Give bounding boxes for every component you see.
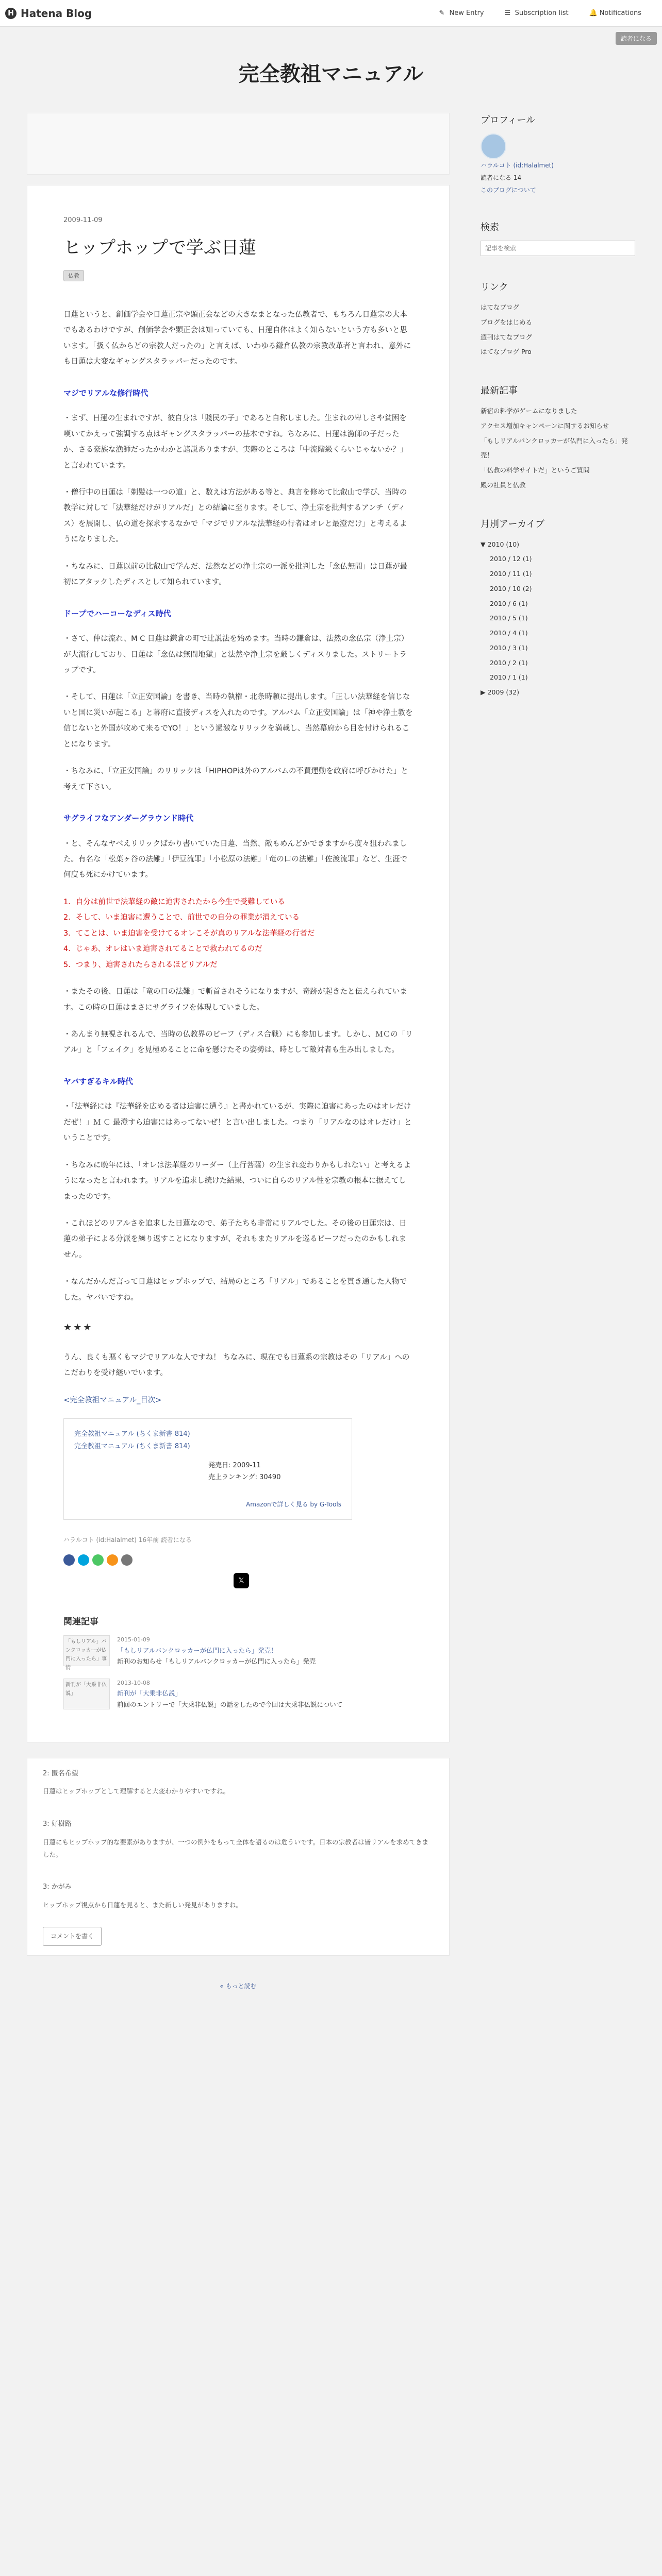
hatena-logo-icon: H (5, 8, 16, 19)
new-entry-button[interactable] (439, 9, 484, 17)
paragraph: ・ちなみに晩年には、「オレは法華経のリーダー（上行菩薩）の生まれ変わりかもしれない」と考えるようになったと言われます。リアルを追求し続けた結果、ついに自らのリアル性を宗教の根本に据えてしまったのです。 (63, 1161, 411, 1201)
share-buttons (63, 1554, 413, 1566)
red-list (63, 894, 413, 973)
archive-year[interactable]: ▶ 2009 (32) (481, 688, 520, 696)
main-column (27, 113, 450, 1990)
archive-month[interactable]: 2010 / 2 (1) (490, 658, 528, 667)
paragraph: ・あんまり無視されるんで、当時の仏教界のビーフ（ディス合戦）にも参加します。しかし、ＭＣの「リアル」と「フェイク」を見極めることに命を懸けたその姿勢は、時として敵対者も生み出しました。 (63, 1030, 413, 1055)
related-thumbnail[interactable]: 「もしリアル」バンクロッカーが仏門に入ったら」事情 (63, 1635, 110, 1666)
list-item: 3．てことは、いま迫害を受けてるオレこそが真のリアルな法華経の行者だ (63, 929, 315, 938)
ad-banner (27, 113, 450, 175)
comment-text: 日蓮はヒップホップとして理解すると大変わかりやすいですね。 (43, 1787, 230, 1795)
toc-link[interactable]: <完全教祖マニュアル_目次> (63, 1396, 162, 1404)
sidebar-link[interactable]: はてなブログ Pro (481, 348, 532, 356)
search-input[interactable] (481, 241, 635, 256)
hatena-bookmark-icon[interactable] (78, 1554, 89, 1566)
archive-month[interactable]: 2010 / 6 (1) (490, 599, 528, 607)
paragraph: ・なんだかんだ言って日蓮はヒップホップで、結局のところ「リアル」であることを貫き通した人物でした。ヤバいですね。 (63, 1278, 407, 1302)
archive-year[interactable]: ▼ 2010 (10) (481, 540, 520, 548)
top-bar (0, 0, 662, 27)
comment-header: 3: 好樹路 (43, 1820, 72, 1828)
related-desc: 前回のエントリーで「大乗非仏説」の話をしたので今回は大乗非仏説について (117, 1700, 343, 1708)
next-page-link[interactable]: « もっと読む (220, 1982, 257, 1990)
archive-month[interactable]: 2010 / 5 (1) (490, 614, 528, 622)
paragraph: ・まず、日蓮の生まれですが、彼自身は「賤民の子」であると自称しました。生まれの卑しさや貧困を嘆いてかえって強調する点はギャングスタラッパーの基本ですね。ちなみに、日蓮は漁師の子だったか、さる豪族な漁師だったかわかと諸説ありますが、実際のところは「中流階級くらいじゃないか？」と言われています。 (63, 414, 407, 470)
x-share-icon[interactable]: 𝕏 (234, 1573, 249, 1588)
sidebar-link[interactable]: 週刊はてなブログ (481, 333, 533, 341)
profile-module (481, 113, 635, 196)
archive-month[interactable]: 2010 / 12 (1) (490, 555, 532, 563)
related-thumbnail[interactable]: 新刊が「大乗非仏説」 (63, 1679, 110, 1709)
new-entry-label: New Entry (449, 9, 484, 17)
sidebar (481, 113, 635, 1990)
archive-module (481, 517, 635, 700)
bell-icon: 🔔 (589, 9, 598, 17)
related-articles (63, 1614, 413, 1709)
entry-title[interactable]: ヒップホップで学ぶ日蓮 (63, 238, 256, 258)
card-meta (208, 1460, 341, 1484)
pocket-icon[interactable] (107, 1554, 118, 1566)
paragraph: ・「法華経には『法華経を広める者は迫害に遭う』と書かれているが、実際に迫害にあったのはオレだけだぜ！」Ｍ Ｃ 最澄すら迫害にはあってないぜ！と言い出しました。つまり「リアルなのはオレだけ」ということです。 (63, 1103, 412, 1143)
related-title[interactable]: 新刊が「大乗非仏説」 (117, 1689, 182, 1698)
hatena-blog-logo[interactable] (5, 7, 92, 20)
related-desc: 新刊のお知らせ「もしリアルバンクロッカーが仏門に入ったら」発売 (117, 1657, 316, 1666)
notifications-label: Notifications (599, 9, 641, 17)
archive-month[interactable]: 2010 / 10 (2) (490, 584, 532, 592)
search-module (481, 220, 635, 256)
comment-text: 日蓮にもヒップホップ的な要素がありますが、一つの例外をもって全体を語るのは危ういです。日本の宗教者は皆リアルを求めてきました。 (43, 1838, 429, 1858)
related-item[interactable] (63, 1635, 413, 1671)
line-icon[interactable] (92, 1554, 104, 1566)
recent-entry[interactable]: 新宿の料学がゲームになりました (481, 407, 577, 415)
subscribe-reader-button[interactable]: 読者になる (616, 32, 657, 45)
notifications-button[interactable] (589, 9, 641, 17)
comment-header: 3: かがみ (43, 1883, 72, 1891)
section-heading: ドープでハーコーなディス時代 (63, 608, 171, 618)
entry (27, 185, 450, 1742)
readers-badge[interactable]: 読者になる 14 (481, 174, 522, 181)
paragraph: ・これほどのリアルさを追求した日蓮なので、弟子たちも非常にリアルでした。その後の日蓮宗は、日蓮の弟子による分派を繰り返すことになりますが、それもまたリアルを巡るビーフだったのかもしれません。 (63, 1219, 407, 1259)
paragraph: ・僧行中の日蓮は「剃髪は一つの道」と、数えは方法がある等と、典言を修めて比叡山で学び、当時の教学に対して「法華経だけがリアルだ」との結論に至ります。そして、浄土宗を批判するアンチ（ディス）を展開し、仏の道を探求するなかで「マジでリアルな法華経の行者はオレと最澄だけ」と考えるようになりました。 (63, 488, 407, 544)
pencil-icon: ✎ (439, 9, 445, 17)
post-comment-button[interactable]: コメントを書く (43, 1927, 102, 1946)
related-date: 2013-10-08 (117, 1679, 150, 1686)
list-item: 5．つまり、迫害されたらされるほどリアルだ (63, 960, 218, 969)
card-release: 発売日: 2009-11 (208, 1462, 261, 1470)
blog-title[interactable]: 完全教祖マニュアル (238, 62, 424, 86)
recent-heading: 最新記事 (481, 385, 518, 396)
stars-divider: ★★★ (63, 1322, 93, 1333)
avatar[interactable] (481, 133, 506, 159)
archive-month[interactable]: 2010 / 3 (1) (490, 643, 528, 652)
section-heading: マジでリアルな修行時代 (63, 388, 148, 398)
paragraph: ・またその後、日蓮は「竜の口の法難」で斬首されそうになりますが、奇跡が起きたと伝えられています。この時の日蓮はまさにサグライフを体現していました。 (63, 988, 407, 1012)
amazon-link[interactable]: Amazonで詳しく見る by G-Tools (246, 1500, 341, 1508)
recent-entry[interactable]: アクセス増加キャンペーンに関するお知らせ (481, 421, 609, 430)
recent-entry[interactable]: 殿の社員と仏教 (481, 481, 526, 489)
list-icon: ☰ (504, 9, 511, 17)
entry-body (63, 307, 413, 1408)
search-heading: 検索 (481, 222, 499, 233)
card-image-link[interactable]: 完全教祖マニュアル (ちくま新書 814) (74, 1442, 190, 1450)
related-date: 2015-01-09 (117, 1636, 150, 1643)
facebook-icon[interactable] (63, 1554, 75, 1566)
comment-text: ヒップホップ視点から日蓮を見ると、また新しい発見がありますね。 (43, 1901, 243, 1909)
sidebar-link[interactable]: はてなブログ (481, 303, 520, 311)
entry-date[interactable]: 2009-11-09 (63, 216, 103, 224)
links-module (481, 280, 635, 360)
entry-footer-meta[interactable]: ハラルコト (id:Halalmet) 16年前 読者になる (63, 1536, 192, 1544)
subscription-label: Subscription list (515, 9, 569, 17)
comments-section (27, 1758, 450, 1956)
paragraph: ・と、そんなヤベえリリックばかり書いていた日蓮、当然、敵もめんどかできますから度々狙われました。有名な「松葉ヶ谷の法難」「伊豆流罪」「小松原の法難」「竜の口の法難」「佐渡流罪」など、生涯で何度も死にかけています。 (63, 839, 407, 879)
links-heading: リンク (481, 282, 508, 293)
related-title[interactable]: 「もしリアルバンクロッカーが仏門に入ったら」発売！ (117, 1647, 277, 1655)
category-badge[interactable]: 仏教 (63, 270, 84, 281)
section-heading: サグライフなアンダーグラウンド時代 (63, 814, 194, 823)
share-icon[interactable] (121, 1554, 133, 1566)
related-heading: 関連記事 (63, 1617, 98, 1628)
paragraph: ・そして、日蓮は「立正安国論」を書き、当時の執権・北条時頼に提出します。「正しい法華経を信じないと国に災いが起こる」と幕府に直接ディスを入れたのです。アルバム「立正安国論」は「神や浄土教を信じないと外国が攻めて来るでYO！」という過激なリリックを満載し、当然幕府から目を付けられることになります。 (63, 693, 413, 749)
subscription-list-button[interactable] (505, 9, 569, 17)
logo-text: Hatena Blog (21, 7, 92, 20)
profile-heading: プロフィール (481, 115, 536, 126)
top-actions (439, 9, 641, 17)
recent-module (481, 383, 635, 493)
sidebar-link[interactable]: ブログをはじめる (481, 318, 533, 326)
related-item[interactable] (63, 1679, 413, 1710)
list-item: 2．そして、いま迫害に遭うことで、前世での自分の罪業が消えている (63, 913, 300, 922)
about-link[interactable]: このブログについて (481, 187, 536, 194)
paragraph: ・ちなみに、日蓮以前の比叡山で学んだ、法然などの浄土宗の一派を批判した「念仏無間」は日蓮が最初にアタックしたディスとして知られています。 (63, 562, 407, 587)
recent-entry[interactable]: 「仏教の料学サイトだ」というご質問 (481, 466, 590, 474)
paragraph: ・さて、仲は流れ、M C 日蓮は鎌倉の町で辻説法を始めます。当時の鎌倉は、法然の念仏宗（浄土宗）が大流行しており、日蓮は「念仏は無間地獄」と法然や浄土宗を厳しくディスりました。ストリートラップです。 (63, 635, 409, 674)
card-ranking: 売上ランキング: 30490 (208, 1473, 281, 1482)
paragraph: 日蓮というと、創価学会や日蓮正宗や顕正会などの大きなまとなった仏教者で、もちろん日蓮宗の大本でもあるわけですが、創価学会や顕正会は知っていても、日蓮自体はよく知らないという方も多いと思います。「扱く仏からどの宗教人だったの」と言えば、いわゆる鎌倉仏教の宗教改革者と言われ、意外にも日蓮は大変なギャングスタラッパーだったのです。 (63, 311, 411, 366)
list-item: 4．じゃあ、オレはいま迫害されてることで救われてるのだ (63, 945, 262, 954)
paragraph: ・ちなみに、「立正安国論」のリリックは「HIPHOPは外のアルバムの不買運動を政府に呼びかけた」と考えて下さい。 (63, 767, 409, 791)
list-item: 1．自分は前世で法華経の敵に迫害されたから今生で受難している (63, 897, 285, 906)
recent-entry[interactable]: 「もしリアルパンクロッカーが仏門に入ったら」発売！ (481, 436, 628, 460)
profile-name[interactable]: ハラルコト (id:Halalmet) (481, 162, 554, 169)
amazon-card (63, 1418, 352, 1520)
card-title[interactable]: 完全教祖マニュアル (ちくま新書 814) (74, 1430, 190, 1438)
archive-month[interactable]: 2010 / 1 (1) (490, 673, 528, 682)
archive-heading: 月別アーカイブ (481, 518, 545, 530)
archive-month[interactable]: 2010 / 11 (1) (490, 570, 532, 578)
outro-paragraph: うん、良くも悪くもマジでリアルな人ですね！ ちなみに、現在でも日蓮系の宗教はその「リアル」へのこだわりを受け継いでいます。 (63, 1353, 410, 1378)
archive-month[interactable]: 2010 / 4 (1) (490, 629, 528, 637)
comment-header: 2: 匿名希望 (43, 1769, 78, 1777)
section-heading: ヤバすぎるキル時代 (63, 1076, 133, 1086)
